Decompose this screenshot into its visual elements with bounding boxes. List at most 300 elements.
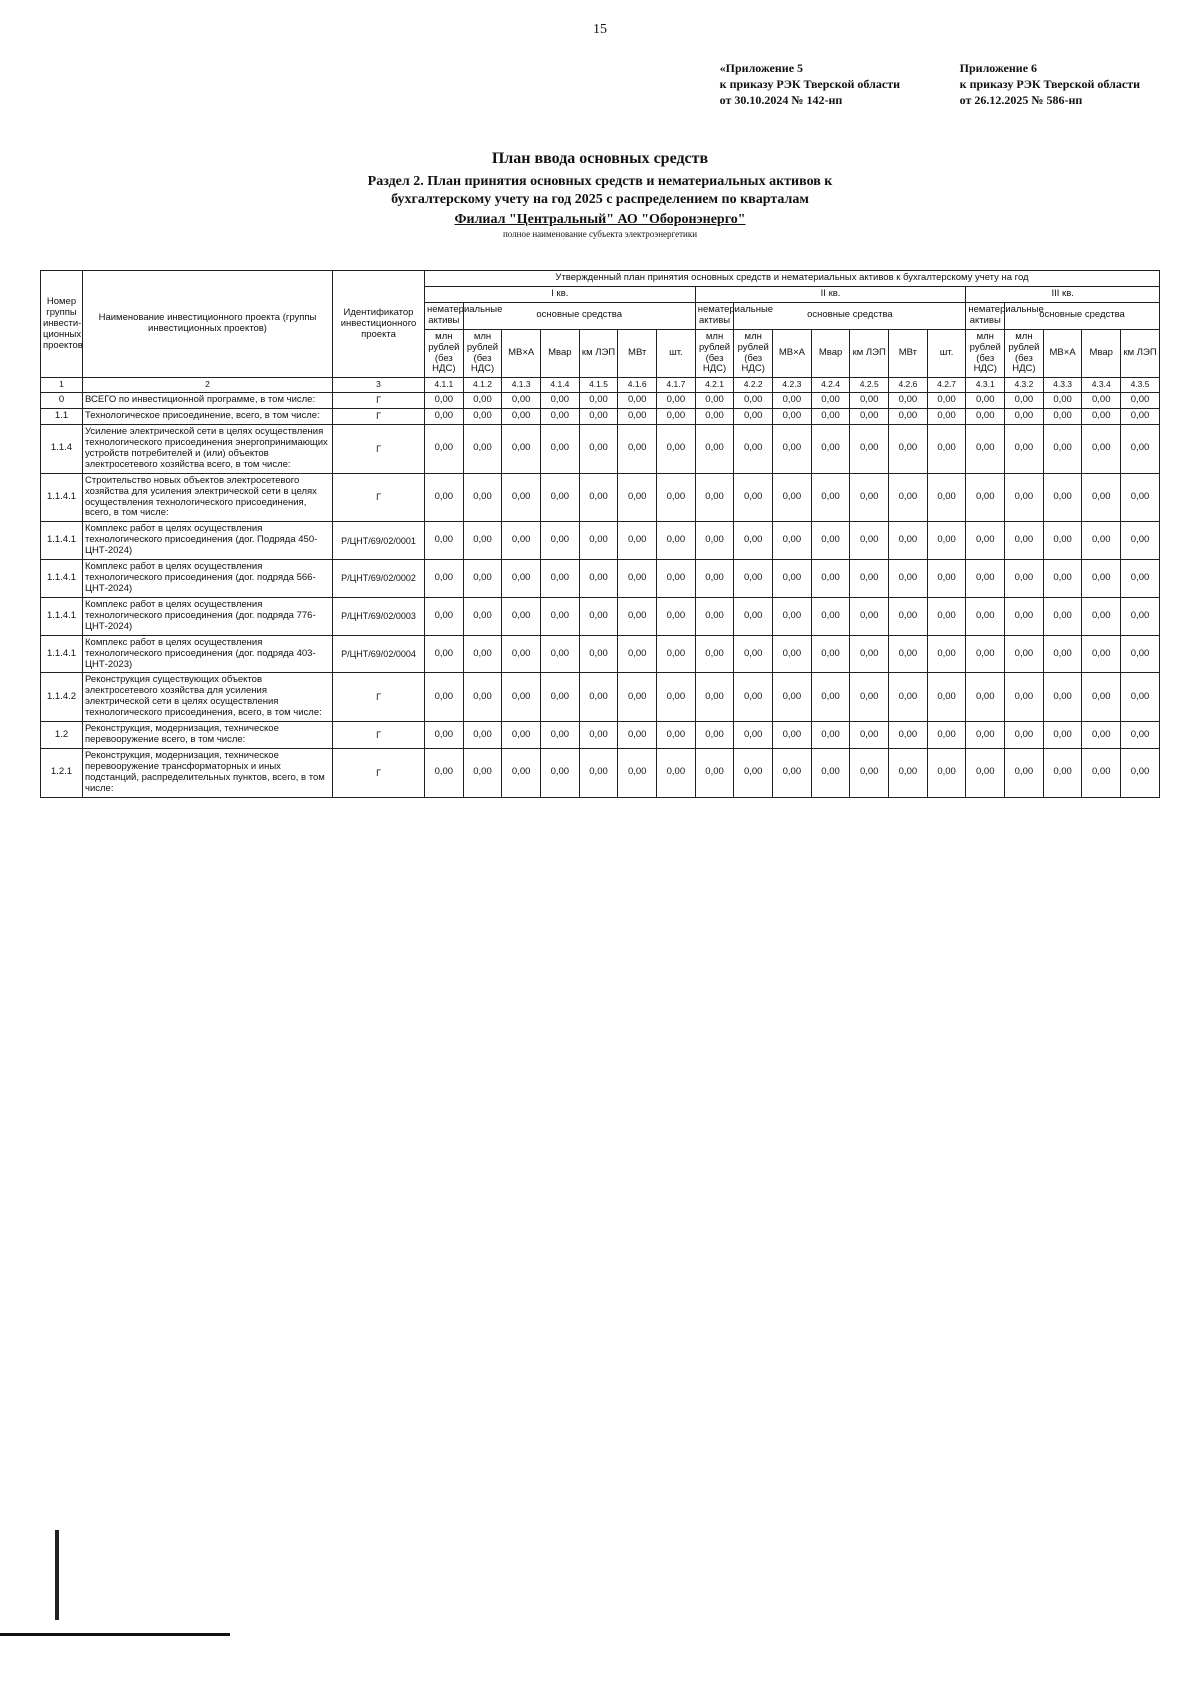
value-cell: 0,00 bbox=[966, 409, 1005, 425]
value-cell: 0,00 bbox=[657, 409, 696, 425]
value-cell: 0,00 bbox=[1121, 473, 1160, 522]
value-cell: 0,00 bbox=[1121, 597, 1160, 635]
value-cell: 0,00 bbox=[695, 424, 734, 473]
value-cell: 0,00 bbox=[657, 393, 696, 409]
value-cell: 0,00 bbox=[773, 597, 812, 635]
value-cell: 0,00 bbox=[1082, 722, 1121, 749]
value-cell: 0,00 bbox=[618, 635, 657, 673]
unit-header: км ЛЭП bbox=[579, 329, 618, 378]
value-cell: 0,00 bbox=[1005, 597, 1044, 635]
value-cell: 0,00 bbox=[773, 635, 812, 673]
row-number: 1.2.1 bbox=[41, 748, 83, 797]
value-cell: 0,00 bbox=[889, 473, 928, 522]
project-name: Реконструкция, модернизация, техническое перевооружение трансформаторных и иных подстанций, распределительных пунктов, всего, в том числе: bbox=[83, 748, 333, 797]
row-number: 1.1.4.1 bbox=[41, 522, 83, 560]
column-number: 4.1.1 bbox=[425, 378, 464, 393]
column-number: 4.1.7 bbox=[657, 378, 696, 393]
value-cell: 0,00 bbox=[927, 522, 966, 560]
value-cell: 0,00 bbox=[1043, 393, 1082, 409]
value-cell: 0,00 bbox=[502, 409, 541, 425]
project-id: Г bbox=[333, 409, 425, 425]
value-cell: 0,00 bbox=[1005, 522, 1044, 560]
value-cell: 0,00 bbox=[618, 597, 657, 635]
unit-header: млн рублей (без НДС) bbox=[1005, 329, 1044, 378]
column-number: 4.2.3 bbox=[773, 378, 812, 393]
value-cell: 0,00 bbox=[927, 393, 966, 409]
table-row bbox=[41, 424, 1160, 473]
value-cell: 0,00 bbox=[695, 393, 734, 409]
value-cell: 0,00 bbox=[1043, 748, 1082, 797]
value-cell: 0,00 bbox=[618, 424, 657, 473]
value-cell: 0,00 bbox=[927, 409, 966, 425]
value-cell: 0,00 bbox=[541, 635, 580, 673]
value-cell: 0,00 bbox=[734, 597, 773, 635]
unit-header: шт. bbox=[657, 329, 696, 378]
column-number: 2 bbox=[83, 378, 333, 393]
value-cell: 0,00 bbox=[889, 424, 928, 473]
value-cell: 0,00 bbox=[695, 722, 734, 749]
quarter-2-header: II кв. bbox=[695, 286, 966, 302]
column-number: 4.2.4 bbox=[811, 378, 850, 393]
column-number: 4.2.6 bbox=[889, 378, 928, 393]
value-cell: 0,00 bbox=[579, 409, 618, 425]
value-cell: 0,00 bbox=[502, 673, 541, 722]
value-cell: 0,00 bbox=[657, 560, 696, 598]
unit-header: Мвар bbox=[811, 329, 850, 378]
value-cell: 0,00 bbox=[773, 560, 812, 598]
value-cell: 0,00 bbox=[695, 560, 734, 598]
value-cell: 0,00 bbox=[1005, 560, 1044, 598]
row-number: 1.1.4 bbox=[41, 424, 83, 473]
title-block bbox=[60, 150, 1140, 239]
plan-table-body bbox=[41, 378, 1160, 797]
value-cell: 0,00 bbox=[502, 635, 541, 673]
value-cell: 0,00 bbox=[695, 473, 734, 522]
project-name: Комплекс работ в целях осуществления технологического присоединения (дог. подряда 776-ЦНТ-2024) bbox=[83, 597, 333, 635]
value-cell: 0,00 bbox=[850, 393, 889, 409]
section-title-line2: бухгалтерскому учету на год 2025 с распределением по кварталам bbox=[391, 192, 809, 207]
value-cell: 0,00 bbox=[618, 673, 657, 722]
value-cell: 0,00 bbox=[927, 473, 966, 522]
project-id: Г bbox=[333, 424, 425, 473]
value-cell: 0,00 bbox=[966, 424, 1005, 473]
q3-fixed-assets-header: основные средства bbox=[1005, 302, 1160, 329]
column-number: 4.3.3 bbox=[1043, 378, 1082, 393]
value-cell: 0,00 bbox=[1121, 522, 1160, 560]
project-name: ВСЕГО по инвестиционной программе, в том числе: bbox=[83, 393, 333, 409]
value-cell: 0,00 bbox=[425, 560, 464, 598]
value-cell: 0,00 bbox=[811, 393, 850, 409]
col-header-number: Номер группы инвести-ционных проектов bbox=[41, 271, 83, 378]
column-number: 4.3.4 bbox=[1082, 378, 1121, 393]
value-cell: 0,00 bbox=[966, 560, 1005, 598]
value-cell: 0,00 bbox=[1005, 424, 1044, 473]
value-cell: 0,00 bbox=[811, 673, 850, 722]
row-number: 1.1.4.2 bbox=[41, 673, 83, 722]
value-cell: 0,00 bbox=[695, 409, 734, 425]
value-cell: 0,00 bbox=[811, 560, 850, 598]
value-cell: 0,00 bbox=[889, 722, 928, 749]
value-cell: 0,00 bbox=[579, 560, 618, 598]
project-name: Технологическое присоединение, всего, в том числе: bbox=[83, 409, 333, 425]
value-cell: 0,00 bbox=[927, 424, 966, 473]
quarter-3-header: III кв. bbox=[966, 286, 1160, 302]
project-name: Усиление электрической сети в целях осуществления технологического присоединения энергопринимающих устройств потребителей и (или) объектов электросетевого хозяйства всего, в том числе: bbox=[83, 424, 333, 473]
value-cell: 0,00 bbox=[618, 560, 657, 598]
value-cell: 0,00 bbox=[734, 424, 773, 473]
value-cell: 0,00 bbox=[502, 393, 541, 409]
project-id: Г bbox=[333, 473, 425, 522]
value-cell: 0,00 bbox=[502, 522, 541, 560]
value-cell: 0,00 bbox=[541, 597, 580, 635]
value-cell: 0,00 bbox=[773, 473, 812, 522]
unit-header: шт. bbox=[927, 329, 966, 378]
value-cell: 0,00 bbox=[1082, 673, 1121, 722]
value-cell: 0,00 bbox=[463, 635, 502, 673]
unit-header: Мвар bbox=[541, 329, 580, 378]
value-cell: 0,00 bbox=[927, 597, 966, 635]
value-cell: 0,00 bbox=[657, 673, 696, 722]
margin-mark bbox=[55, 1530, 59, 1620]
value-cell: 0,00 bbox=[927, 560, 966, 598]
value-cell: 0,00 bbox=[618, 409, 657, 425]
value-cell: 0,00 bbox=[1005, 409, 1044, 425]
column-number: 4.1.2 bbox=[463, 378, 502, 393]
column-number: 4.1.3 bbox=[502, 378, 541, 393]
value-cell: 0,00 bbox=[850, 560, 889, 598]
value-cell: 0,00 bbox=[618, 722, 657, 749]
appendix-current-line1: Приложение 6 bbox=[959, 61, 1038, 75]
table-row bbox=[41, 409, 1160, 425]
value-cell: 0,00 bbox=[1005, 748, 1044, 797]
unit-header: Мвар bbox=[1082, 329, 1121, 378]
value-cell: 0,00 bbox=[850, 722, 889, 749]
value-cell: 0,00 bbox=[889, 673, 928, 722]
value-cell: 0,00 bbox=[927, 748, 966, 797]
value-cell: 0,00 bbox=[618, 748, 657, 797]
row-number: 0 bbox=[41, 393, 83, 409]
value-cell: 0,00 bbox=[502, 473, 541, 522]
table-row bbox=[41, 673, 1160, 722]
project-id: Г bbox=[333, 722, 425, 749]
value-cell: 0,00 bbox=[850, 635, 889, 673]
project-name: Комплекс работ в целях осуществления технологического присоединения (дог. подряда 566-ЦНТ-2024) bbox=[83, 560, 333, 598]
value-cell: 0,00 bbox=[579, 597, 618, 635]
organization-caption: полное наименование субъекта электроэнергетики bbox=[502, 229, 698, 239]
value-cell: 0,00 bbox=[1082, 424, 1121, 473]
value-cell: 0,00 bbox=[579, 424, 618, 473]
value-cell: 0,00 bbox=[1121, 393, 1160, 409]
value-cell: 0,00 bbox=[734, 522, 773, 560]
value-cell: 0,00 bbox=[463, 560, 502, 598]
column-number: 4.1.6 bbox=[618, 378, 657, 393]
value-cell: 0,00 bbox=[734, 473, 773, 522]
value-cell: 0,00 bbox=[966, 748, 1005, 797]
project-name: Строительство новых объектов электросетевого хозяйства для усиления электрической сети в целях осуществления технологического присоединения, всего, в том числе: bbox=[83, 473, 333, 522]
value-cell: 0,00 bbox=[502, 424, 541, 473]
q1-intangibles-header: нематериальные активы bbox=[425, 302, 464, 329]
value-cell: 0,00 bbox=[773, 722, 812, 749]
value-cell: 0,00 bbox=[657, 522, 696, 560]
project-id: P/ЦНТ/69/02/0001 bbox=[333, 522, 425, 560]
value-cell: 0,00 bbox=[425, 424, 464, 473]
value-cell: 0,00 bbox=[463, 722, 502, 749]
value-cell: 0,00 bbox=[889, 560, 928, 598]
column-number: 4.2.1 bbox=[695, 378, 734, 393]
appendix-previous bbox=[720, 60, 900, 109]
value-cell: 0,00 bbox=[734, 409, 773, 425]
value-cell: 0,00 bbox=[1005, 473, 1044, 522]
value-cell: 0,00 bbox=[1082, 597, 1121, 635]
unit-header: млн рублей (без НДС) bbox=[966, 329, 1005, 378]
value-cell: 0,00 bbox=[1121, 409, 1160, 425]
value-cell: 0,00 bbox=[889, 635, 928, 673]
value-cell: 0,00 bbox=[1005, 673, 1044, 722]
row-number: 1.1.4.1 bbox=[41, 560, 83, 598]
value-cell: 0,00 bbox=[966, 473, 1005, 522]
value-cell: 0,00 bbox=[889, 597, 928, 635]
value-cell: 0,00 bbox=[579, 635, 618, 673]
value-cell: 0,00 bbox=[850, 673, 889, 722]
value-cell: 0,00 bbox=[966, 635, 1005, 673]
value-cell: 0,00 bbox=[425, 522, 464, 560]
unit-header: МВт bbox=[889, 329, 928, 378]
value-cell: 0,00 bbox=[579, 393, 618, 409]
value-cell: 0,00 bbox=[541, 748, 580, 797]
value-cell: 0,00 bbox=[425, 722, 464, 749]
value-cell: 0,00 bbox=[773, 393, 812, 409]
value-cell: 0,00 bbox=[889, 393, 928, 409]
value-cell: 0,00 bbox=[541, 522, 580, 560]
value-cell: 0,00 bbox=[1082, 748, 1121, 797]
value-cell: 0,00 bbox=[1082, 522, 1121, 560]
value-cell: 0,00 bbox=[773, 522, 812, 560]
value-cell: 0,00 bbox=[695, 673, 734, 722]
value-cell: 0,00 bbox=[541, 560, 580, 598]
value-cell: 0,00 bbox=[1082, 560, 1121, 598]
column-number: 3 bbox=[333, 378, 425, 393]
value-cell: 0,00 bbox=[425, 673, 464, 722]
q3-intangibles-header: нематериальные активы bbox=[966, 302, 1005, 329]
unit-header: МВ×А bbox=[773, 329, 812, 378]
value-cell: 0,00 bbox=[773, 673, 812, 722]
appendix-current-line3: от 26.12.2025 № 586-нп bbox=[959, 93, 1083, 108]
value-cell: 0,00 bbox=[734, 673, 773, 722]
value-cell: 0,00 bbox=[1043, 635, 1082, 673]
value-cell: 0,00 bbox=[1082, 409, 1121, 425]
value-cell: 0,00 bbox=[1121, 560, 1160, 598]
value-cell: 0,00 bbox=[734, 635, 773, 673]
value-cell: 0,00 bbox=[811, 597, 850, 635]
project-name: Реконструкция существующих объектов электросетевого хозяйства для усиления электрической сети в целях осуществления технологического присоединения, всего, в том числе: bbox=[83, 673, 333, 722]
q1-fixed-assets-header: основные средства bbox=[463, 302, 695, 329]
row-number: 1.1 bbox=[41, 409, 83, 425]
column-number: 4.1.4 bbox=[541, 378, 580, 393]
unit-header: млн рублей (без НДС) bbox=[734, 329, 773, 378]
value-cell: 0,00 bbox=[734, 560, 773, 598]
column-number: 1 bbox=[41, 378, 83, 393]
project-id: P/ЦНТ/69/02/0003 bbox=[333, 597, 425, 635]
value-cell: 0,00 bbox=[425, 748, 464, 797]
project-name: Комплекс работ в целях осуществления технологического присоединения (дог. подряда 403-ЦНТ-2023) bbox=[83, 635, 333, 673]
appendix-current bbox=[960, 60, 1140, 109]
value-cell: 0,00 bbox=[463, 409, 502, 425]
value-cell: 0,00 bbox=[1005, 722, 1044, 749]
value-cell: 0,00 bbox=[889, 409, 928, 425]
value-cell: 0,00 bbox=[463, 522, 502, 560]
table-row bbox=[41, 560, 1160, 598]
value-cell: 0,00 bbox=[463, 673, 502, 722]
column-number: 4.2.2 bbox=[734, 378, 773, 393]
value-cell: 0,00 bbox=[850, 597, 889, 635]
project-id: P/ЦНТ/69/02/0004 bbox=[333, 635, 425, 673]
value-cell: 0,00 bbox=[889, 522, 928, 560]
value-cell: 0,00 bbox=[657, 597, 696, 635]
value-cell: 0,00 bbox=[850, 424, 889, 473]
value-cell: 0,00 bbox=[541, 424, 580, 473]
value-cell: 0,00 bbox=[1121, 424, 1160, 473]
value-cell: 0,00 bbox=[657, 748, 696, 797]
value-cell: 0,00 bbox=[1121, 673, 1160, 722]
value-cell: 0,00 bbox=[695, 597, 734, 635]
column-number: 4.3.5 bbox=[1121, 378, 1160, 393]
value-cell: 0,00 bbox=[1043, 473, 1082, 522]
page-number: 15 bbox=[593, 22, 607, 37]
value-cell: 0,00 bbox=[811, 409, 850, 425]
value-cell: 0,00 bbox=[695, 522, 734, 560]
value-cell: 0,00 bbox=[541, 393, 580, 409]
value-cell: 0,00 bbox=[425, 473, 464, 522]
value-cell: 0,00 bbox=[850, 409, 889, 425]
table-row bbox=[41, 635, 1160, 673]
value-cell: 0,00 bbox=[850, 748, 889, 797]
unit-header: млн рублей (без НДС) bbox=[463, 329, 502, 378]
value-cell: 0,00 bbox=[695, 748, 734, 797]
value-cell: 0,00 bbox=[850, 473, 889, 522]
value-cell: 0,00 bbox=[850, 522, 889, 560]
value-cell: 0,00 bbox=[618, 393, 657, 409]
value-cell: 0,00 bbox=[966, 722, 1005, 749]
quarter-1-header: I кв. bbox=[425, 286, 696, 302]
table-row bbox=[41, 748, 1160, 797]
value-cell: 0,00 bbox=[1005, 393, 1044, 409]
value-cell: 0,00 bbox=[541, 722, 580, 749]
value-cell: 0,00 bbox=[618, 473, 657, 522]
value-cell: 0,00 bbox=[618, 522, 657, 560]
project-id: P/ЦНТ/69/02/0002 bbox=[333, 560, 425, 598]
table-row bbox=[41, 393, 1160, 409]
table-row bbox=[41, 722, 1160, 749]
value-cell: 0,00 bbox=[773, 424, 812, 473]
value-cell: 0,00 bbox=[541, 473, 580, 522]
value-cell: 0,00 bbox=[1043, 722, 1082, 749]
column-number: 4.1.5 bbox=[579, 378, 618, 393]
value-cell: 0,00 bbox=[463, 597, 502, 635]
column-number: 4.2.7 bbox=[927, 378, 966, 393]
value-cell: 0,00 bbox=[425, 409, 464, 425]
value-cell: 0,00 bbox=[463, 473, 502, 522]
value-cell: 0,00 bbox=[541, 673, 580, 722]
value-cell: 0,00 bbox=[773, 748, 812, 797]
bottom-rule bbox=[0, 1633, 230, 1636]
value-cell: 0,00 bbox=[927, 722, 966, 749]
row-number: 1.1.4.1 bbox=[41, 473, 83, 522]
value-cell: 0,00 bbox=[966, 393, 1005, 409]
value-cell: 0,00 bbox=[657, 722, 696, 749]
appendix-previous-line3: от 30.10.2024 № 142-нп bbox=[719, 93, 843, 108]
value-cell: 0,00 bbox=[1082, 393, 1121, 409]
q2-fixed-assets-header: основные средства bbox=[734, 302, 966, 329]
value-cell: 0,00 bbox=[734, 722, 773, 749]
project-id: Г bbox=[333, 393, 425, 409]
value-cell: 0,00 bbox=[1043, 560, 1082, 598]
unit-header: МВт bbox=[618, 329, 657, 378]
project-name: Комплекс работ в целях осуществления технологического присоединения (дог. Подряда 450-ЦНТ-2024) bbox=[83, 522, 333, 560]
value-cell: 0,00 bbox=[966, 673, 1005, 722]
value-cell: 0,00 bbox=[502, 560, 541, 598]
organization-name: Филиал "Центральный" АО "Оборонэнерго" bbox=[454, 212, 746, 227]
value-cell: 0,00 bbox=[889, 748, 928, 797]
unit-header: МВ×А bbox=[1043, 329, 1082, 378]
plan-header: Утвержденный план принятия основных средств и нематериальных активов к бухгалтерскому учету на год bbox=[425, 271, 1160, 287]
q2-intangibles-header: нематериальные активы bbox=[695, 302, 734, 329]
value-cell: 0,00 bbox=[1005, 635, 1044, 673]
row-number: 1.1.4.1 bbox=[41, 635, 83, 673]
value-cell: 0,00 bbox=[811, 473, 850, 522]
value-cell: 0,00 bbox=[657, 473, 696, 522]
value-cell: 0,00 bbox=[1043, 522, 1082, 560]
value-cell: 0,00 bbox=[541, 409, 580, 425]
value-cell: 0,00 bbox=[966, 597, 1005, 635]
value-cell: 0,00 bbox=[811, 748, 850, 797]
value-cell: 0,00 bbox=[1043, 673, 1082, 722]
value-cell: 0,00 bbox=[579, 722, 618, 749]
appendix-current-line2: к приказу РЭК Тверской области bbox=[959, 77, 1140, 92]
col-header-id: Идентификатор инвестиционного проекта bbox=[333, 271, 425, 378]
value-cell: 0,00 bbox=[773, 409, 812, 425]
project-id: Г bbox=[333, 748, 425, 797]
table-row bbox=[41, 522, 1160, 560]
section-title-line1: Раздел 2. План принятия основных средств и нематериальных активов к bbox=[367, 174, 833, 189]
value-cell: 0,00 bbox=[463, 393, 502, 409]
value-cell: 0,00 bbox=[1043, 409, 1082, 425]
value-cell: 0,00 bbox=[425, 597, 464, 635]
document-title: План ввода основных средств bbox=[491, 150, 709, 167]
value-cell: 0,00 bbox=[425, 393, 464, 409]
value-cell: 0,00 bbox=[734, 393, 773, 409]
value-cell: 0,00 bbox=[463, 424, 502, 473]
unit-header: МВ×А bbox=[502, 329, 541, 378]
appendix-previous-line1: «Приложение 5 bbox=[719, 61, 804, 75]
value-cell: 0,00 bbox=[811, 722, 850, 749]
value-cell: 0,00 bbox=[811, 522, 850, 560]
value-cell: 0,00 bbox=[579, 473, 618, 522]
value-cell: 0,00 bbox=[502, 597, 541, 635]
project-name: Реконструкция, модернизация, техническое перевооружение всего, в том числе: bbox=[83, 722, 333, 749]
value-cell: 0,00 bbox=[502, 722, 541, 749]
value-cell: 0,00 bbox=[1121, 748, 1160, 797]
table-row bbox=[41, 597, 1160, 635]
value-cell: 0,00 bbox=[579, 522, 618, 560]
value-cell: 0,00 bbox=[1121, 635, 1160, 673]
column-number-row bbox=[41, 378, 1160, 393]
project-id: Г bbox=[333, 673, 425, 722]
column-number: 4.3.1 bbox=[966, 378, 1005, 393]
value-cell: 0,00 bbox=[811, 424, 850, 473]
row-number: 1.2 bbox=[41, 722, 83, 749]
value-cell: 0,00 bbox=[1082, 635, 1121, 673]
value-cell: 0,00 bbox=[811, 635, 850, 673]
